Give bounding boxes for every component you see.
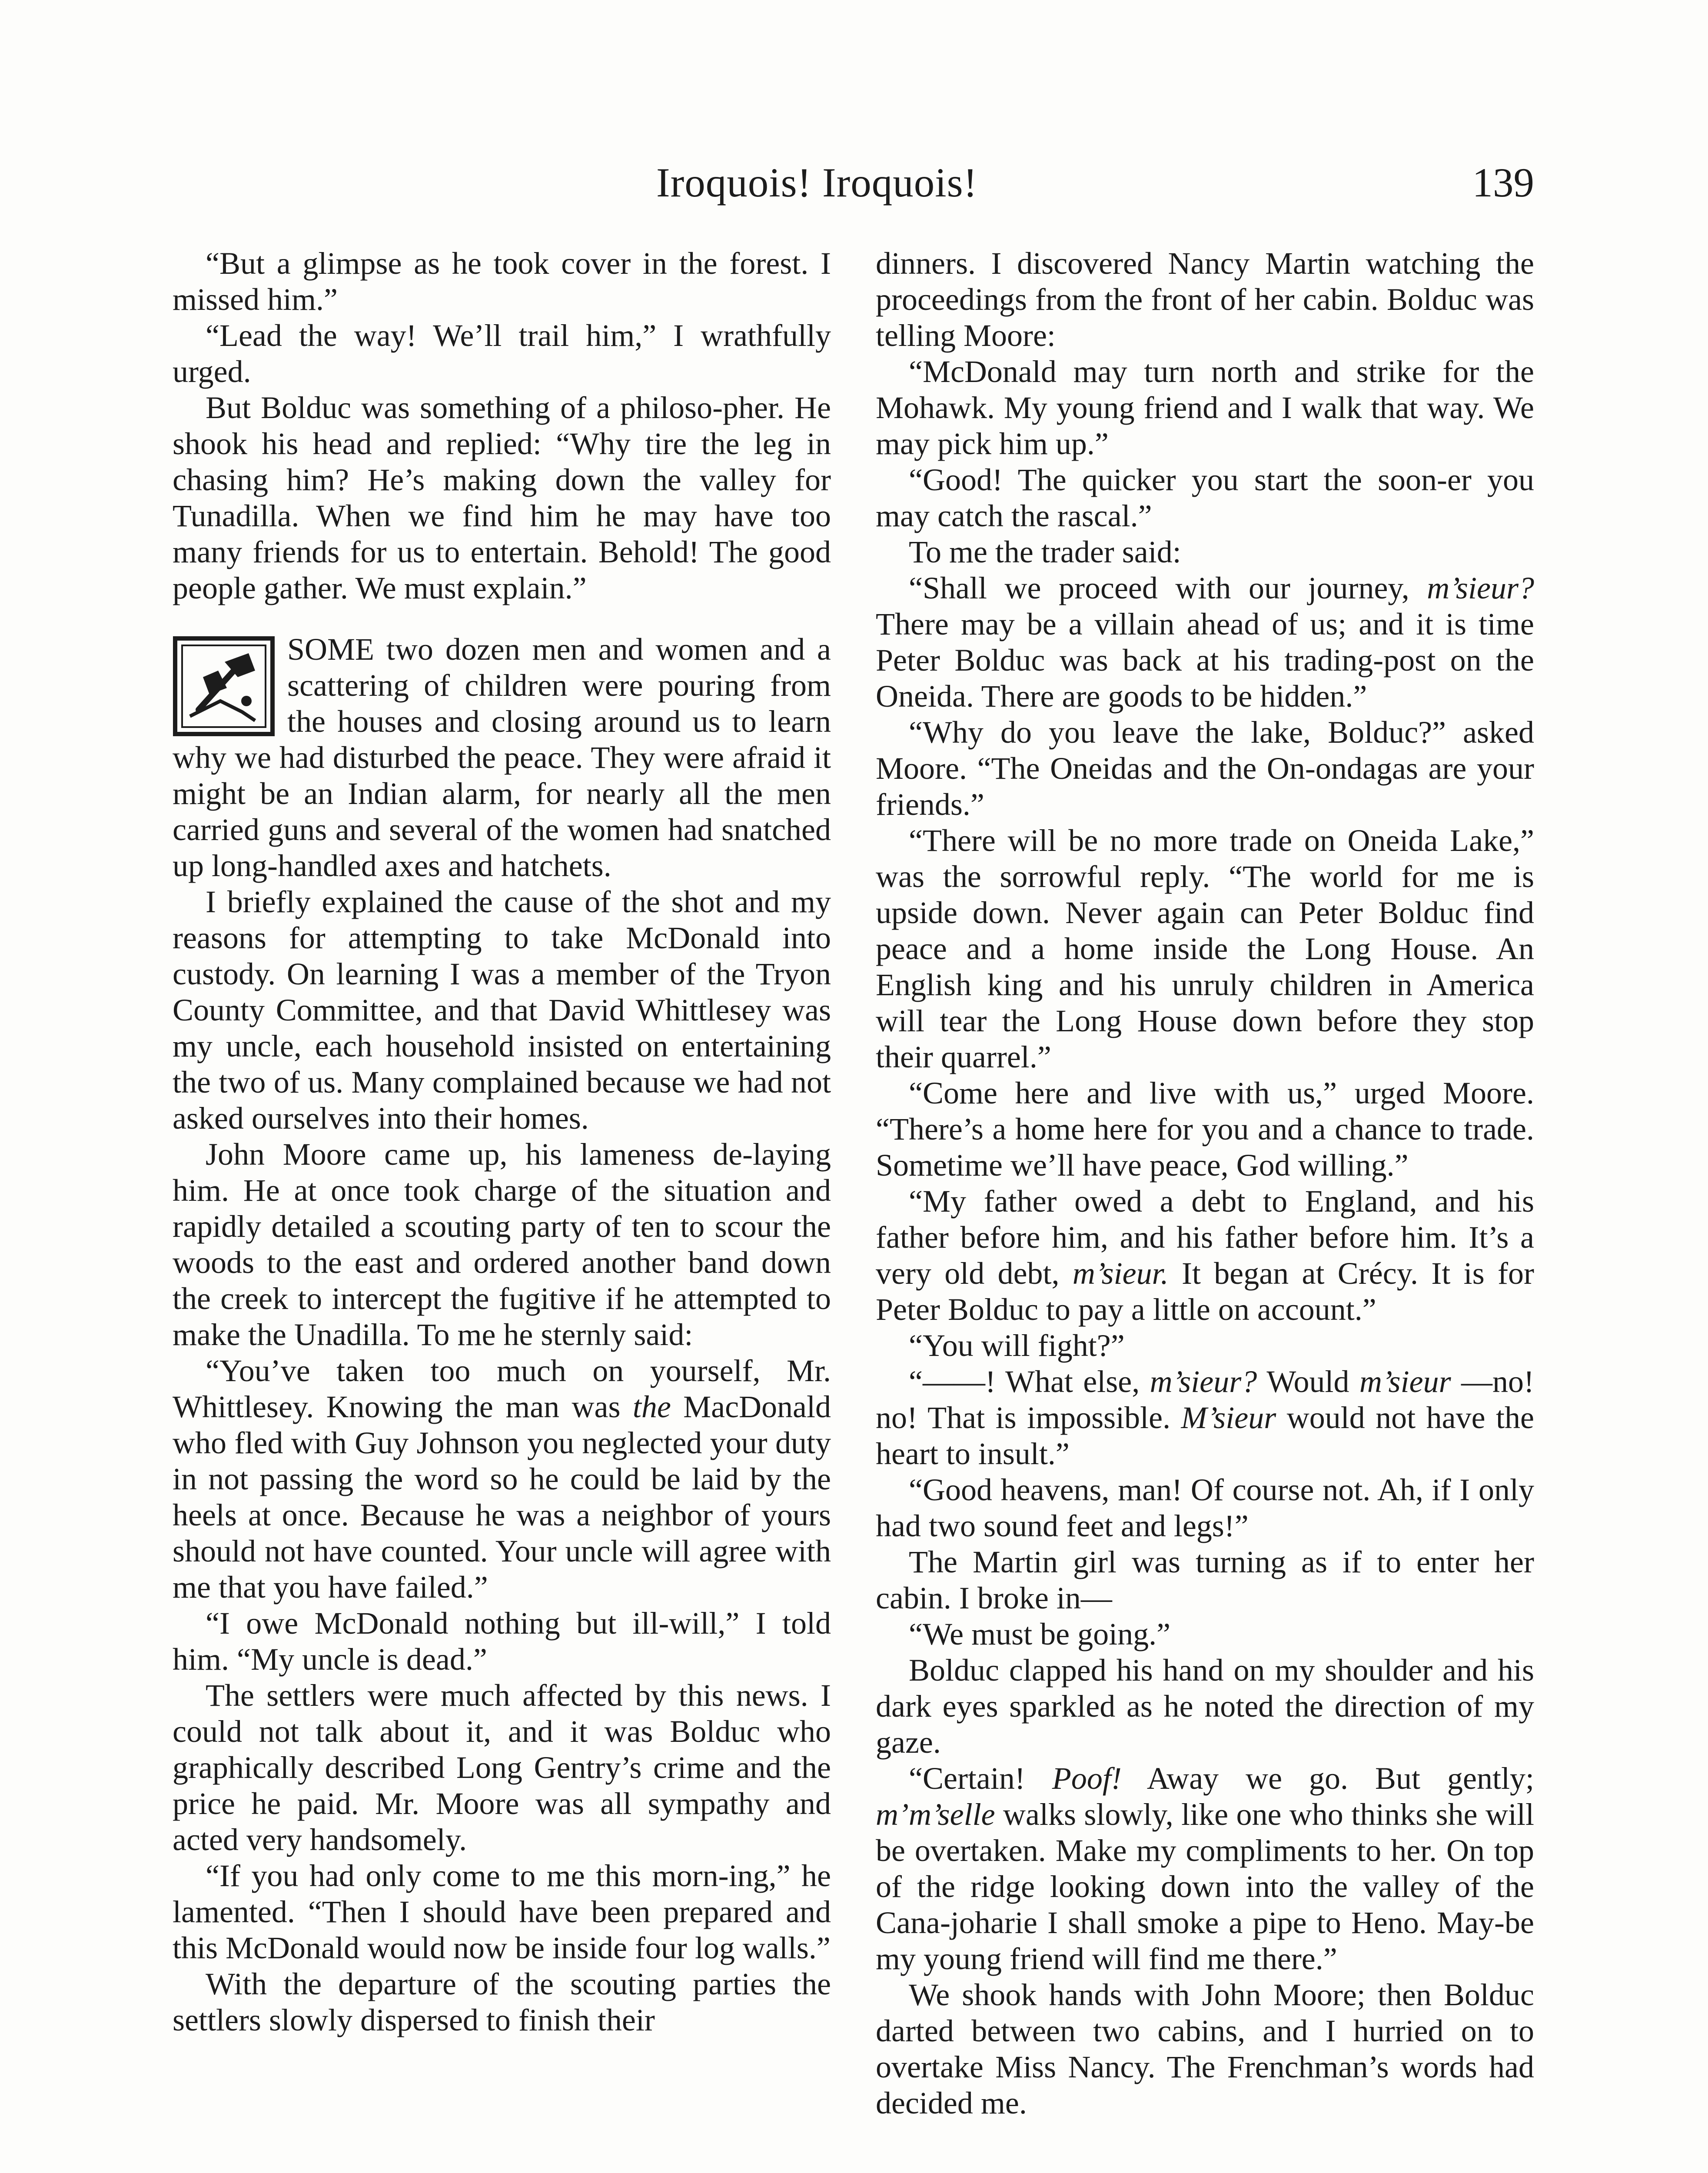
italic-text: the [632,1389,671,1424]
italic-text: m’m’selle [876,1797,995,1832]
paragraph: The Martin girl was turning as if to enter her cabin. I broke in— [876,1545,1534,1615]
paragraph: “But a glimpse as he took cover in the forest. I missed him.” [173,246,831,317]
paragraph: With the departure of the scouting parties the settlers slowly dispersed to finish their [173,1967,831,2037]
text-run: “You’ve taken too much on yourself, Mr. Whittlesey. Knowing the man was [173,1353,831,1424]
italic-text: m’sieur [1359,1364,1451,1399]
paragraph: To me the trader said: [909,535,1181,569]
text-run: There may be a villain ahead of us; and it is time Peter Bolduc was back at his trading-post on the Oneida. There are goods to be hidden.” [876,607,1534,714]
paragraph: I briefly explained the cause of the shot and my reasons for attempting to take McDonald into custody. On learning I was a member of the Tryon County Committee, and that David Whittlesey was my uncle, each household insisted on entertaining the two of us. Many complained because we had not asked ourselves into their homes. [173,884,831,1136]
paragraph: John Moore came up, his lameness de-laying him. He at once took charge of the situation and rapidly detailed a scouting party of ten to scour the woods to the east and ordered another band down the creek to intercept the fugitive if he attempted to make the Unadilla. To me he sternly said: [173,1137,831,1352]
paragraph: We shook hands with John Moore; then Bolduc darted between two cabins, and I hurried on to overtake Miss Nancy. The Frenchman’s words had decided me. [876,1977,1534,2120]
paragraph: Bolduc clapped his hand on my shoulder and his dark eyes sparkled as he noted the direction of my gaze. [876,1653,1534,1760]
running-title: Iroquois! Iroquois! [656,159,978,206]
paragraph: “I owe McDonald nothing but ill-will,” I told him. “My uncle is dead.” [173,1606,831,1677]
paragraph [876,1364,1534,1472]
paragraph [173,1353,831,1605]
paragraph: “Come here and live with us,” urged Moore. “There’s a home here for you and a chance to trade. Sometime we’ll have peace, God willing.” [876,1076,1534,1183]
italic-text: m’sieur? [1150,1364,1257,1399]
text-run: Would [1257,1364,1359,1399]
italic-text: m’sieur. [1072,1256,1169,1291]
text-run: “Certain! [909,1761,1052,1796]
paragraph: “Good heavens, man! Of course not. Ah, if I only had two sound feet and legs!” [876,1472,1534,1543]
paragraph: The settlers were much affected by this news. I could not talk about it, and it was Bolduc who graphically described Long Gentry’s crime and the price he paid. Mr. Moore was all sympathy and acted very handsomely. [173,1678,831,1857]
text-run: “My father owed a debt to England, and his father before him, and his father before him. It’s a very old debt, [876,1184,1534,1291]
paragraph: “You will fight?” [909,1328,1125,1363]
text-run: walks slowly, like one who thinks she will be overtaken. Make my compliments to her. On top of the ridge looking down into the valley of the Cana-joharie I shall smoke a pipe to Heno. May-be my young friend will find me there.” [876,1797,1534,1976]
paragraph [876,1183,1534,1328]
paragraph [876,1761,1534,1977]
decorative-initial-icon [173,636,275,737]
paragraph-text: SOME two dozen men and women and a scattering of children were pouring from the houses and closing around us to learn why we had disturbed the peace. They were afraid it might be an Indian alarm, for nearly all the men carried guns and several of the women had snatched up long-handled axes and hatchets. [173,632,831,883]
paragraph [876,570,1534,714]
italic-text: M’sieur [1181,1400,1276,1435]
text-run: “——! What else, [909,1364,1150,1399]
italic-text: Poof! [1052,1761,1122,1796]
page-header [0,156,1708,217]
paragraph: “We must be going.” [909,1617,1171,1651]
text-run: —no! no! That is impossible. [876,1364,1534,1435]
right-column [876,246,1534,2121]
paragraph: “Good! The quicker you start the soon-er you may catch the rascal.” [876,462,1534,533]
page-number: 139 [1472,159,1534,206]
section-opening-paragraph [173,631,831,884]
text-run: would not have the heart to insult.” [876,1400,1534,1471]
italic-text: m’sieur? [1427,571,1534,605]
paragraph: “Why do you leave the lake, Bolduc?” asked Moore. “The Oneidas and the On-ondagas are your friends.” [876,715,1534,822]
text-run: Away we go. But gently; [1121,1761,1534,1796]
text-run: MacDonald who fled with Guy Johnson you neglected your duty in not passing the word so he could be laid by the heels at once. Because he was a neighbor of yours should not have counted. Your uncle will agree with me that you have failed.” [173,1389,831,1605]
paragraph: “If you had only come to me this morn-ing,” he lamented. “Then I should have been prepared and this McDonald would now be inside four log walls.” [173,1858,831,1965]
text-run: It began at Crécy. It is for Peter Bolduc to pay a little on account.” [876,1256,1534,1327]
paragraph: “Lead the way! We’ll trail him,” I wrathfully urged. [173,318,831,389]
paragraph: “There will be no more trade on Oneida Lake,” was the sorrowful reply. “The world for me is upside down. Never again can Peter Bolduc find peace and a home inside the Long House. An English king and his unruly children in America will tear the Long House down before they stop their quarrel.” [876,823,1534,1074]
text-run: “Shall we proceed with our journey, [909,571,1427,605]
left-column [173,246,831,2038]
paragraph: dinners. I discovered Nancy Martin watching the proceedings from the front of her cabin. Bolduc was telling Moore: [876,246,1534,353]
paragraph: But Bolduc was something of a philoso-pher. He shook his head and replied: “Why tire the leg in chasing him? He’s making down the valley for Tunadilla. When we find him he may have too many friends for us to entertain. Behold! The good people gather. We must explain.” [173,390,831,605]
paragraph: “McDonald may turn north and strike for the Mohawk. My young friend and I walk that way. We may pick him up.” [876,354,1534,461]
